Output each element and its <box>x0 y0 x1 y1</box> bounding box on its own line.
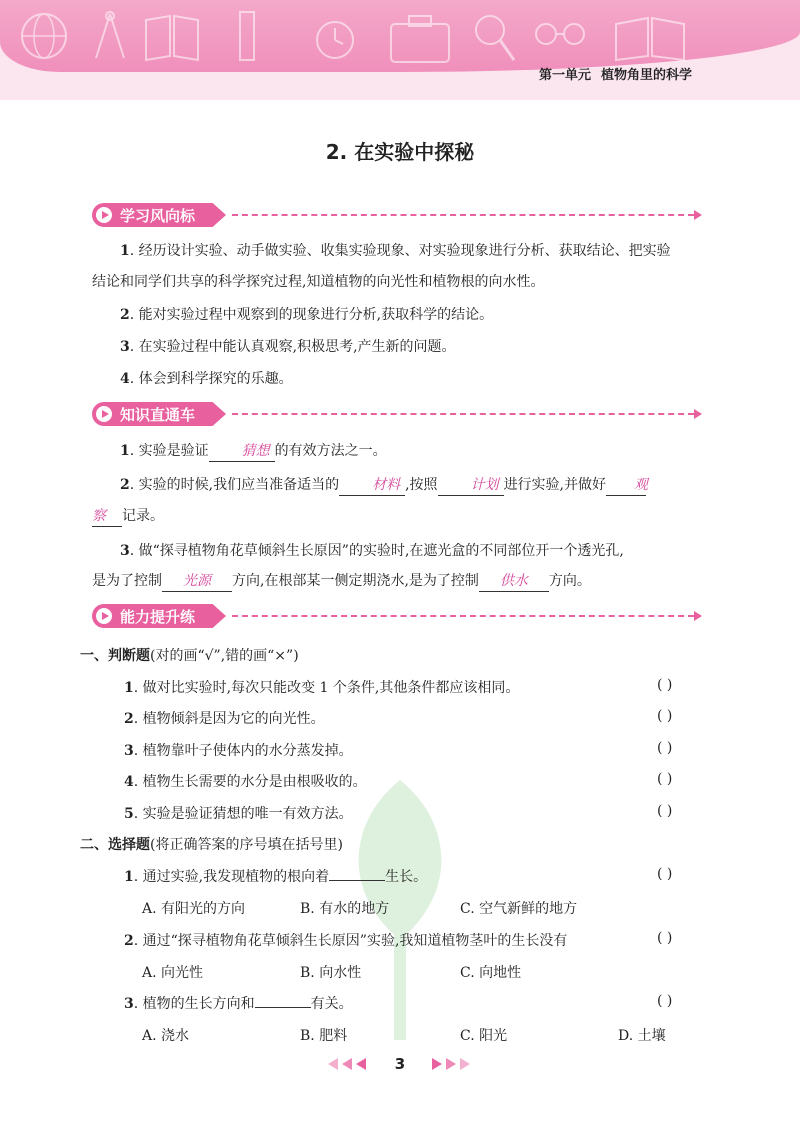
page-number: 3 <box>394 1055 406 1073</box>
goal-item: 3. 在实验过程中能认真观察,积极思考,产生新的问题。 <box>120 339 456 355</box>
answer-paren[interactable]: ( ) <box>657 993 673 1009</box>
choice-question: 2. 通过“探寻植物角花草倾斜生长原因”实验,我知道植物茎叶的生长没有 <box>124 933 568 949</box>
knowledge-item: 1. 实验是验证 猜想 的有效方法之一。 <box>92 436 706 467</box>
fill-blank[interactable]: 供水 <box>479 571 549 592</box>
goal-item: 1. 经历设计实验、动手做实验、收集实验现象、对实验现象进行分析、获取结论、把实验 <box>120 243 671 259</box>
section-header-goals <box>92 203 702 227</box>
play-icon <box>95 206 113 224</box>
option-a[interactable]: A. 有阳光的方向 <box>142 901 246 917</box>
answer-paren[interactable]: ( ) <box>657 740 673 756</box>
choice-heading: 二、选择题(将正确答案的序号填在括号里) <box>80 837 343 853</box>
answer-paren[interactable]: ( ) <box>657 866 673 882</box>
fill-blank[interactable]: 察 <box>92 506 122 527</box>
judge-question: 2. 植物倾斜是因为它的向光性。 <box>124 711 325 727</box>
answer-paren[interactable]: ( ) <box>657 677 673 693</box>
lesson-title: 2. 在实验中探秘 <box>325 140 475 164</box>
arrow-right-icon <box>694 409 702 419</box>
arrow-right-icon <box>694 210 702 220</box>
briefcase-icon <box>385 8 455 68</box>
goal-item: 2. 能对实验过程中观察到的现象进行分析,获取科学的结论。 <box>120 307 494 323</box>
magnifier-icon <box>470 8 520 68</box>
judge-question: 5. 实验是验证猜想的唯一有效方法。 <box>124 806 353 822</box>
knowledge-item: 3. 做“探寻植物角花草倾斜生长原因”的实验时,在遮光盒的不同部位开一个透光孔, <box>120 543 624 559</box>
section-header-knowledge <box>92 402 702 426</box>
section-title: 学习风向标 <box>120 207 196 225</box>
judge-question: 4. 植物生长需要的水分是由根吸收的。 <box>124 774 367 790</box>
option-c[interactable]: C. 向地性 <box>460 965 522 981</box>
page-footer <box>0 1052 800 1076</box>
judge-question: 3. 植物靠叶子使体内的水分蒸发掉。 <box>124 743 353 759</box>
fill-blank[interactable]: 观 <box>606 475 646 496</box>
section-header-practice <box>92 604 702 628</box>
arrow-right-icon <box>694 611 702 621</box>
answer-paren[interactable]: ( ) <box>657 930 673 946</box>
option-b[interactable]: B. 有水的地方 <box>300 901 390 917</box>
arrow-left-icon <box>356 1058 366 1070</box>
play-icon <box>95 607 113 625</box>
answer-paren[interactable]: ( ) <box>657 708 673 724</box>
play-icon <box>95 405 113 423</box>
goal-item-continued: 结论和同学们共享的科学探究过程,知道植物的向光性和植物根的向水性。 <box>92 274 545 290</box>
option-c[interactable]: C. 阳光 <box>460 1028 508 1044</box>
judge-question: 1. 做对比实验时,每次只能改变 1 个条件,其他条件都应该相同。 <box>124 680 520 696</box>
arrow-right-icon <box>432 1058 442 1070</box>
fill-blank[interactable]: 猜想 <box>209 441 275 462</box>
option-a[interactable]: A. 向光性 <box>142 965 204 981</box>
knowledge-item-continued: 是为了控制 光源 方向,在根部某一侧定期浇水,是为了控制 供水 方向。 <box>92 566 706 597</box>
globe-icon <box>14 8 74 64</box>
open-book-icon <box>610 8 690 64</box>
goal-item: 4. 体会到科学探究的乐趣。 <box>120 371 293 387</box>
answer-paren[interactable]: ( ) <box>657 771 673 787</box>
option-a[interactable]: A. 浇水 <box>142 1028 190 1044</box>
compass-icon <box>90 8 130 64</box>
section-title: 能力提升练 <box>120 608 196 626</box>
page-header <box>0 0 800 100</box>
arrow-right-icon <box>460 1058 470 1070</box>
ruler-icon <box>230 8 280 64</box>
answer-paren[interactable]: ( ) <box>657 803 673 819</box>
section-title: 知识直通车 <box>120 406 196 424</box>
choice-question: 3. 植物的生长方向和 有关。 <box>124 993 353 1013</box>
knowledge-item-continued: 察 记录。 <box>92 501 706 532</box>
glasses-icon <box>530 8 590 58</box>
option-b[interactable]: B. 向水性 <box>300 965 362 981</box>
choice-question: 1. 通过实验,我发现植物的根向着 生长。 <box>124 866 427 886</box>
book-icon <box>140 8 204 64</box>
unit-label <box>539 64 692 83</box>
fill-blank[interactable]: 光源 <box>162 571 232 592</box>
arrow-left-icon <box>342 1058 352 1070</box>
judge-heading: 一、判断题(对的画“√”,错的画“×”) <box>80 648 299 664</box>
fill-blank[interactable] <box>329 866 385 881</box>
option-b[interactable]: B. 肥料 <box>300 1028 348 1044</box>
fill-blank[interactable] <box>255 993 311 1008</box>
fill-blank[interactable]: 计划 <box>438 475 504 496</box>
arrow-right-icon <box>446 1058 456 1070</box>
unit-title: 植物角里的科学 <box>600 68 692 83</box>
option-c[interactable]: C. 空气新鲜的地方 <box>460 901 578 917</box>
alarm-clock-icon <box>305 8 365 68</box>
arrow-left-icon <box>328 1058 338 1070</box>
unit-number: 第一单元 <box>538 68 591 83</box>
fill-blank[interactable]: 材料 <box>339 475 405 496</box>
option-d[interactable]: D. 土壤 <box>618 1028 666 1044</box>
knowledge-item: 2. 实验的时候,我们应当准备适当的 材料 ,按照 计划 进行实验,并做好 观 <box>92 470 706 501</box>
